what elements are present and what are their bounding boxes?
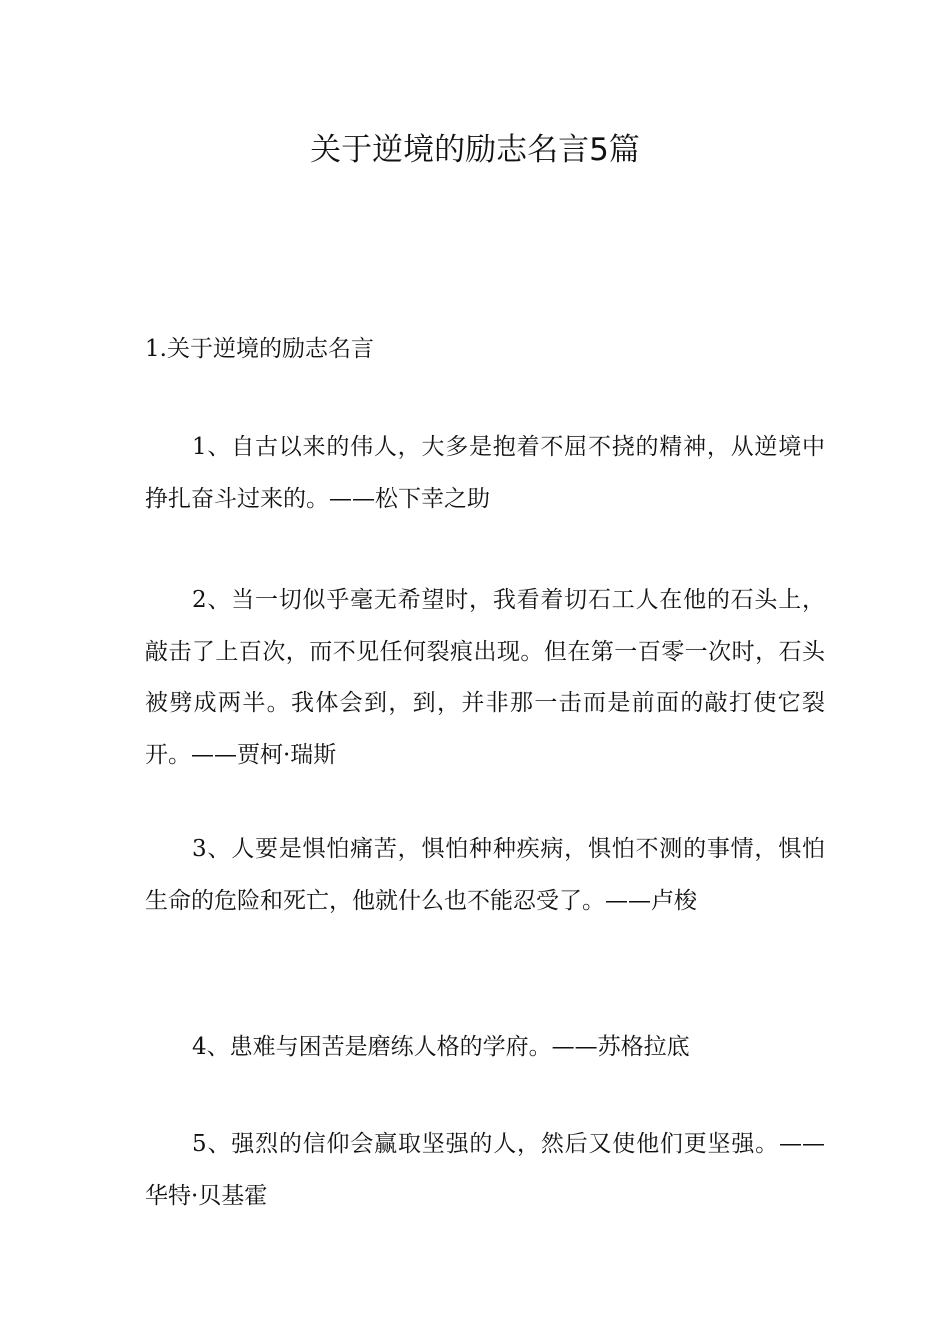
- quote-paragraph-4: 4、患难与困苦是磨练人格的学府。——苏格拉底: [192, 1034, 690, 1060]
- quote-paragraph-1: 1、自古以来的伟人，大多是抱着不屈不挠的精神，从逆境中挣扎奋斗过来的。——松下幸之助: [145, 434, 825, 512]
- quote-paragraph-3: 3、人要是惧怕痛苦，惧怕种种疾病，惧怕不测的事情，惧怕生命的危险和死亡，他就什么也不能忍受了。——卢梭: [145, 836, 825, 914]
- section-heading: 1.关于逆境的励志名言: [145, 336, 374, 362]
- quote-paragraph-5: 5、强烈的信仰会赢取坚强的人，然后又使他们更坚强。——华特·贝基霍: [145, 1131, 825, 1209]
- quote-paragraph-2: 2、当一切似乎毫无希望时，我看着切石工人在他的石头上，敲击了上百次，而不见任何裂痕出现。但在第一百零一次时，石头被劈成两半。我体会到，到，并非那一击而是前面的敲打使它裂开。——贾柯·瑞斯: [145, 587, 825, 768]
- document-title: 关于逆境的励志名言5篇: [310, 132, 640, 168]
